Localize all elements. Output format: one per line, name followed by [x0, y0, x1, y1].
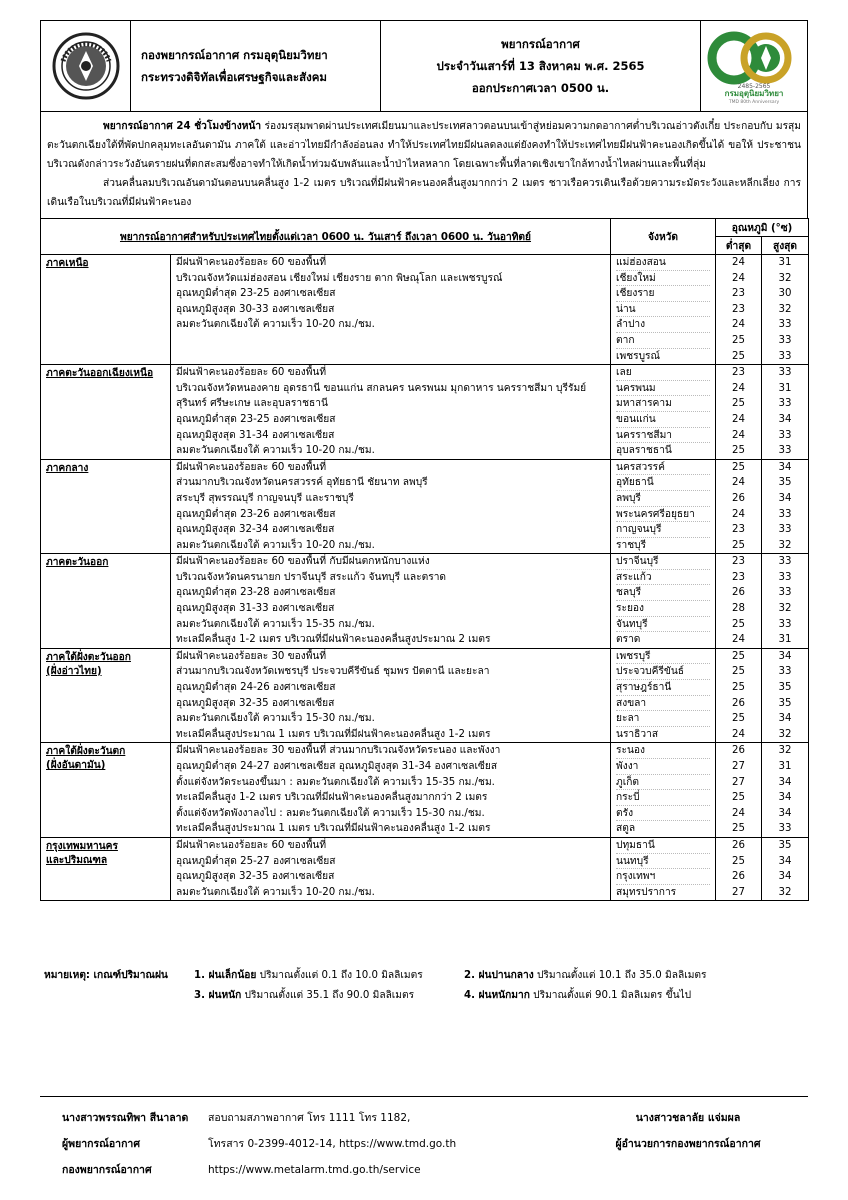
region-forecast-text [171, 648, 611, 743]
min-temp-value: 24 [732, 728, 745, 740]
anniv-years: 2485-2565 [737, 83, 771, 90]
forecast-line: อุณหภูมิสูงสุด 31-33 องศาเซลเซียส [176, 603, 335, 615]
max-temp-value: 34 [778, 650, 792, 662]
forecast-line: บริเวณจังหวัดหนองคาย อุดรธานี ขอนแก่น สกลนคร นครพนม มุกดาหาร นครราชสีมา บุรีรัมย์ [176, 382, 587, 394]
region-name: ภาคใต้ฝั่งตะวันออก (ฝั่งอ่าวไทย) [41, 648, 171, 743]
contact-fax-web[interactable]: โทรสาร 0-2399-4012-14, https://www.tmd.go.th [208, 1138, 457, 1150]
forecaster-dept: กองพยากรณ์อากาศ [62, 1164, 152, 1176]
forecast-line: มีฝนฟ้าคะนองร้อยละ 60 ของพื้นที่ [176, 367, 327, 379]
forecast-line: ทะเลมีคลื่นสูง 1-2 เมตร บริเวณที่มีฝนฟ้าคะนองคลื่นสูงมากกว่า 2 เมตร [176, 792, 488, 804]
province-name: ปทุมธานี [616, 838, 710, 854]
tmd-seal-logo [51, 31, 121, 101]
min-temp-value: 25 [732, 713, 745, 725]
max-temp-value: 33 [778, 524, 792, 536]
province-list [611, 255, 716, 365]
min-temp-value: 24 [732, 807, 745, 819]
forecast-line: มีฝนฟ้าคะนองร้อยละ 60 ของพื้นที่ กับมีฝนตกหนักบางแห่ง [176, 556, 430, 568]
forecast-line: ตั้งแต่จังหวัดระนองขึ้นมา : ลมตะวันตกเฉียงใต้ ความเร็ว 15-35 กม./ชม. [176, 776, 495, 788]
min-temp-value: 26 [732, 871, 745, 883]
min-temp-value: 23 [732, 524, 745, 536]
province-name: สุราษฎร์ธานี [616, 680, 710, 696]
min-temp-value: 25 [732, 398, 745, 410]
forecast-line: อุณหภูมิต่ำสุด 24-27 องศาเซลเซียส อุณหภูมิสูงสุด 31-34 องศาเซลเซียส [176, 761, 498, 772]
forecast-line: ลมตะวันตกเฉียงใต้ ความเร็ว 10-20 กม./ชม. [176, 886, 375, 898]
max-temp-value: 32 [778, 745, 792, 757]
province-name: แม่ฮ่องสอน [616, 255, 710, 271]
max-temp-value: 33 [778, 666, 792, 678]
max-temp-value: 34 [778, 713, 792, 725]
max-temp-value: 34 [778, 776, 792, 788]
forecast-line: มีฝนฟ้าคะนองร้อยละ 60 ของพื้นที่ [176, 257, 327, 268]
synoptic-text-1b: มรสุมตะวันตกเฉียงใต้ที่พัดปกคลุมทะเลอันดามัน ภาคใต้ และอ่าวไทยมีกำลังอ่อนลง ทำให้ประเทศไทยมีฝนลดลงแต่ยังคงทำให้ประเทศไทยมีฝนฟ้าคะนองเกิดขึ้นได้ ขอให้ [47, 121, 801, 151]
max-temp-value: 33 [778, 445, 792, 457]
province-name: ตรัง [616, 806, 710, 822]
province-list [611, 743, 716, 838]
province-name: ระยอง [616, 601, 710, 617]
synoptic-paragraph-1 [47, 117, 801, 174]
province-name: ยะลา [616, 711, 710, 727]
region-forecast-text [171, 837, 611, 900]
max-temp-list [762, 365, 809, 460]
max-temp-value: 33 [778, 398, 792, 410]
min-temp-value: 27 [732, 776, 745, 788]
province-list [611, 648, 716, 743]
max-temp-value: 32 [778, 303, 792, 315]
max-temp-value: 35 [778, 839, 792, 851]
max-temp-value: 33 [778, 587, 792, 599]
synoptic-text-2a: ส่วนคลื่นลมบริเวณอันดามันตอนบนคลื่นสูง 1-2 เมตร บริเวณที่มีฝนฟ้าคะนองคลื่นสูงมากกว่า 2 เมตร ชาวเรือควรเดินเรือด้วยความระมัดระวังและหลีกเลี่ยง [103, 178, 780, 189]
province-name: เพชรบูรณ์ [616, 350, 660, 362]
contact-service-link[interactable]: https://www.metalarm.tmd.go.th/service [208, 1164, 421, 1176]
header-forecast-period: พยากรณ์อากาศสำหรับประเทศไทยตั้งแต่เวลา 0600 น. วันเสาร์ ถึงเวลา 0600 น. วันอาทิตย์ [41, 219, 611, 255]
header-max-temp: สูงสุด [762, 237, 809, 255]
forecaster-block [40, 1105, 208, 1183]
min-temp-value: 23 [732, 571, 745, 583]
min-temp-value: 25 [732, 350, 745, 362]
min-temp-list [716, 255, 762, 365]
province-list [611, 554, 716, 649]
max-temp-value: 31 [778, 257, 792, 268]
max-temp-value: 33 [778, 571, 792, 583]
region-forecast-text [171, 743, 611, 838]
forecast-line: ตั้งแต่จังหวัดพังงาลงไป : ลมตะวันตกเฉียงใต้ ความเร็ว 15-30 กม./ชม. [176, 807, 485, 819]
anniversary-logo-cell [701, 21, 807, 111]
province-name: ภูเก็ต [616, 775, 710, 791]
region-forecast-text [171, 459, 611, 554]
forecast-line: ส่วนมากบริเวณจังหวัดนครสวรรค์ อุทัยธานี ชัยนาท ลพบุรี [176, 477, 428, 489]
synoptic-text-1a: ร่องมรสุมพาดผ่านประเทศเมียนมาและประเทศลาวตอนบนเข้าสู่หย่อมความกดอากาศต่ำบริเวณอ่าวตังเกี๋ย ประกอบกับ [264, 121, 773, 132]
region-row [41, 255, 809, 365]
min-temp-value: 24 [732, 272, 745, 284]
forecast-line: สุรินทร์ ศรีษะเกษ และอุบลราชธานี [176, 398, 328, 410]
min-temp-value: 25 [732, 618, 745, 630]
province-name: ตาก [616, 333, 710, 349]
max-temp-value: 34 [778, 855, 792, 867]
max-temp-list [762, 459, 809, 554]
forecaster-role: ผู้พยากรณ์อากาศ [62, 1138, 140, 1150]
province-list [611, 459, 716, 554]
min-temp-value: 24 [732, 319, 745, 331]
province-name: สมุทรปราการ [616, 886, 677, 898]
max-temp-value: 32 [778, 886, 792, 898]
forecaster-name: นางสาวพรรณทิพา สีนาลาด [62, 1112, 189, 1124]
max-temp-value: 32 [778, 728, 792, 740]
forecast-line: อุณหภูมิต่ำสุด 23-25 องศาเซลเซียส [176, 288, 336, 300]
min-temp-value: 27 [732, 761, 745, 772]
forecast-line: ลมตะวันตกเฉียงใต้ ความเร็ว 10-20 กม./ชม. [176, 445, 375, 457]
province-name: ชลบุรี [616, 585, 710, 601]
province-name: อุทัยธานี [616, 475, 710, 491]
tmd-seal-cell [41, 21, 131, 111]
max-temp-value: 32 [778, 539, 792, 551]
min-temp-value: 25 [732, 823, 745, 835]
min-temp-value: 25 [732, 855, 745, 867]
min-temp-value: 26 [732, 839, 745, 851]
min-temp-value: 25 [732, 461, 745, 473]
max-temp-value: 33 [778, 508, 792, 520]
anniv-sub: TMD 80th Anniversary [728, 100, 780, 104]
max-temp-list [762, 743, 809, 838]
max-temp-value: 33 [778, 350, 792, 362]
region-forecast-text [171, 554, 611, 649]
max-temp-value: 33 [778, 367, 792, 379]
forecast-line: ทะเลมีคลื่นสูงประมาณ 1 เมตร บริเวณที่มีฝนฟ้าคะนองคลื่นสูง 1-2 เมตร [176, 728, 491, 740]
max-temp-value: 33 [778, 618, 792, 630]
province-name: สตูล [616, 823, 636, 835]
province-name: พระนครศรีอยุธยา [616, 507, 710, 523]
min-temp-value: 26 [732, 697, 745, 709]
forecast-line: สระบุรี สุพรรณบุรี กาญจนบุรี และราชบุรี [176, 492, 354, 504]
forecast-line: มีฝนฟ้าคะนองร้อยละ 30 ของพื้นที่ [176, 650, 327, 662]
max-temp-value: 31 [778, 761, 792, 772]
province-name: นราธิวาส [616, 728, 659, 740]
province-name: ตราด [616, 634, 641, 646]
min-temp-value: 27 [732, 886, 745, 898]
province-name: น่าน [616, 302, 710, 318]
province-name: นนทบุรี [616, 854, 710, 870]
forecast-line: อุณหภูมิต่ำสุด 24-26 องศาเซลเซียส [176, 682, 336, 694]
max-temp-value: 32 [778, 272, 792, 284]
max-temp-list [762, 255, 809, 365]
min-temp-value: 25 [732, 682, 745, 694]
forecast-line: อุณหภูมิสูงสุด 30-33 องศาเซลเซียส [176, 303, 335, 315]
forecast-table-body [41, 255, 809, 901]
province-name: เพชรบุรี [616, 649, 710, 665]
min-temp-list [716, 554, 762, 649]
max-temp-value: 34 [778, 792, 792, 804]
min-temp-value: 25 [732, 539, 745, 551]
province-name: ลพบุรี [616, 491, 710, 507]
note-item-3: 3. ฝนหนัก ปริมาณตั้งแต่ 35.1 ถึง 90.0 มิลลิเมตร [194, 990, 415, 1001]
min-temp-list [716, 365, 762, 460]
max-temp-value: 33 [778, 823, 792, 835]
synoptic-text-1c: ประชาชนบริเวณดังกล่าวระวังอันตรายฝนที่ตกสะสมซึ่งอาจทำให้เกิดน้ำท่วมฉับพลันและน้ำป่าไหลหลาก โดยเฉพาะพื้นที่ลาดเชิงเขาใกล้ทางน้ำไหลผ่านและพื้นที่ลุ่ม [47, 140, 801, 170]
province-name: ราชบุรี [616, 539, 647, 551]
min-temp-value: 25 [732, 792, 745, 804]
province-name: เชียงราย [616, 286, 710, 302]
forecast-line: ลมตะวันตกเฉียงใต้ ความเร็ว 10-20 กม./ชม. [176, 539, 375, 551]
province-name: จันทบุรี [616, 617, 710, 633]
synoptic-paragraph-2 [47, 174, 801, 212]
min-temp-value: 23 [732, 556, 745, 568]
province-name: ขอนแก่น [616, 412, 710, 428]
forecast-line: มีฝนฟ้าคะนองร้อยละ 60 ของพื้นที่ [176, 461, 327, 473]
region-row [41, 554, 809, 649]
province-name: ลำปาง [616, 317, 710, 333]
forecast-line: อุณหภูมิสูงสุด 32-35 องศาเซลเซียส [176, 697, 335, 709]
min-temp-value: 25 [732, 666, 745, 678]
province-name: เชียงใหม่ [616, 271, 710, 287]
region-name: ภาคใต้ฝั่งตะวันตก (ฝั่งอันดามัน) [41, 743, 171, 838]
min-temp-value: 23 [732, 303, 745, 315]
forecast-line: อุณหภูมิต่ำสุด 23-28 องศาเซลเซียส [176, 587, 336, 599]
province-name: เลย [616, 365, 710, 381]
document-title: พยากรณ์อากาศ [501, 37, 580, 51]
synoptic-summary [40, 112, 808, 218]
contact-block [208, 1105, 568, 1183]
forecast-line: อุณหภูมิสูงสุด 32-35 องศาเซลเซียส [176, 871, 335, 883]
region-name: กรุงเทพมหานคร และปริมณฑล [41, 837, 171, 900]
forecast-line: อุณหภูมิสูงสุด 31-34 องศาเซลเซียส [176, 429, 335, 441]
region-name: ภาคตะวันออกเฉียงเหนือ [41, 365, 171, 460]
max-temp-value: 34 [778, 807, 792, 819]
max-temp-list [762, 554, 809, 649]
min-temp-value: 23 [732, 288, 745, 300]
synoptic-text-2b: การเดินเรือในบริเวณที่มีฝนฟ้าคะนอง [47, 178, 801, 208]
min-temp-value: 23 [732, 367, 745, 379]
max-temp-value: 34 [778, 461, 792, 473]
max-temp-value: 35 [778, 682, 792, 694]
region-row [41, 648, 809, 743]
region-name: ภาคเหนือ [41, 255, 171, 365]
director-role: ผู้อำนวยการกองพยากรณ์อากาศ [615, 1138, 761, 1150]
min-temp-list [716, 743, 762, 838]
forecast-line: ลมตะวันตกเฉียงใต้ ความเร็ว 10-20 กม./ชม. [176, 319, 375, 331]
min-temp-list [716, 648, 762, 743]
max-temp-value: 31 [778, 634, 792, 646]
rain-criteria-notes [44, 966, 804, 1006]
forecast-line: ลมตะวันตกเฉียงใต้ ความเร็ว 15-35 กม./ชม. [176, 618, 375, 630]
province-name: อุบลราชธานี [616, 445, 672, 457]
region-name: ภาคตะวันออก [41, 554, 171, 649]
min-temp-value: 24 [732, 413, 745, 425]
title-block [381, 21, 701, 111]
max-temp-value: 33 [778, 334, 792, 346]
max-temp-value: 34 [778, 492, 792, 504]
forecast-line: บริเวณจังหวัดนครนายก ปราจีนบุรี สระแก้ว จันทบุรี และตราด [176, 571, 447, 583]
max-temp-list [762, 648, 809, 743]
anniv-name: กรมอุตุนิยมวิทยา [724, 89, 784, 98]
agency-line-1: กองพยากรณ์อากาศ กรมอุตุนิยมวิทยา [141, 48, 328, 62]
province-name: กาญจนบุรี [616, 522, 710, 538]
province-name: นครสวรรค์ [616, 460, 710, 476]
province-list [611, 837, 716, 900]
region-forecast-text [171, 365, 611, 460]
director-block [568, 1105, 808, 1183]
min-temp-value: 26 [732, 492, 745, 504]
province-name: กระบี่ [616, 790, 710, 806]
header-min-temp: ต่ำสุด [716, 237, 762, 255]
max-temp-value: 31 [778, 382, 792, 394]
table-header-row [41, 219, 809, 237]
document-header [40, 20, 808, 112]
forecast-line: อุณหภูมิสูงสุด 32-34 องศาเซลเซียส [176, 524, 335, 536]
max-temp-value: 32 [778, 603, 792, 615]
max-temp-value: 35 [778, 697, 792, 709]
min-temp-value: 25 [732, 334, 745, 346]
max-temp-value: 33 [778, 429, 792, 441]
min-temp-list [716, 837, 762, 900]
forecast-line: บริเวณจังหวัดแม่ฮ่องสอน เชียงใหม่ เชียงราย ตาก พิษณุโลก และเพชรบูรณ์ [176, 272, 503, 284]
notes-lead: หมายเหตุ: เกณฑ์ปริมาณฝน [44, 970, 168, 981]
document-footer [40, 1096, 808, 1183]
province-name: ปราจีนบุรี [616, 554, 710, 570]
header-province: จังหวัด [611, 219, 716, 255]
province-name: นครราชสีมา [616, 428, 710, 444]
notes-row-2 [44, 986, 804, 1006]
region-row [41, 459, 809, 554]
province-name: สระแก้ว [616, 570, 710, 586]
province-list [611, 365, 716, 460]
director-name: นางสาวชลาลัย แจ่มผล [635, 1112, 741, 1124]
forecast-line: อุณหภูมิต่ำสุด 25-27 องศาเซลเซียส [176, 855, 336, 867]
region-row [41, 743, 809, 838]
province-name: ระนอง [616, 743, 710, 759]
notes-row-1 [44, 966, 804, 986]
agency-line-2: กระทรวงดิจิทัลเพื่อเศรษฐกิจและสังคม [141, 70, 327, 84]
max-temp-value: 34 [778, 871, 792, 883]
forecast-table [40, 218, 809, 901]
province-name: กรุงเทพฯ [616, 869, 710, 885]
province-name: สงขลา [616, 696, 710, 712]
forecast-line: อุณหภูมิต่ำสุด 23-26 องศาเซลเซียส [176, 508, 336, 520]
min-temp-value: 24 [732, 382, 745, 394]
max-temp-value: 33 [778, 556, 792, 568]
region-row [41, 365, 809, 460]
contact-phone: สอบถามสภาพอากาศ โทร 1111 โทร 1182, [208, 1112, 411, 1124]
province-name: ประจวบคีรีขันธ์ [616, 664, 710, 680]
header-temperature: อุณหภูมิ (°ซ) [716, 219, 809, 237]
min-temp-value: 26 [732, 745, 745, 757]
forecast-line: มีฝนฟ้าคะนองร้อยละ 30 ของพื้นที่ ส่วนมากบริเวณจังหวัดระนอง และพังงา [176, 745, 501, 757]
forecast-line: ส่วนมากบริเวณจังหวัดเพชรบุรี ประจวบคีรีขันธ์ ชุมพร ปัตตานี และยะลา [176, 666, 490, 678]
forecast-line: มีฝนฟ้าคะนองร้อยละ 60 ของพื้นที่ [176, 839, 327, 851]
forecast-line: ลมตะวันตกเฉียงใต้ ความเร็ว 15-30 กม./ชม. [176, 713, 375, 725]
max-temp-value: 35 [778, 477, 792, 489]
province-name: มหาสารคาม [616, 396, 710, 412]
max-temp-value: 33 [778, 319, 792, 331]
min-temp-list [716, 459, 762, 554]
document-issue-time: ออกประกาศเวลา 0500 น. [471, 81, 610, 95]
max-temp-value: 30 [778, 288, 792, 300]
min-temp-value: 26 [732, 587, 745, 599]
province-name: นครพนม [616, 381, 710, 397]
region-forecast-text [171, 255, 611, 365]
synoptic-lead: พยากรณ์อากาศ 24 ชั่วโมงข้างหน้า [103, 121, 262, 132]
min-temp-value: 24 [732, 634, 745, 646]
min-temp-value: 28 [732, 603, 745, 615]
note-item-4: 4. ฝนหนักมาก ปริมาณตั้งแต่ 90.1 มิลลิเมตร ขึ้นไป [464, 990, 692, 1001]
min-temp-value: 24 [732, 477, 745, 489]
max-temp-list [762, 837, 809, 900]
tmd-80th-anniversary-logo [704, 28, 804, 104]
max-temp-value: 34 [778, 413, 792, 425]
min-temp-value: 24 [732, 257, 745, 268]
agency-block [131, 21, 381, 111]
note-item-2: 2. ฝนปานกลาง ปริมาณตั้งแต่ 10.1 ถึง 35.0 มิลลิเมตร [464, 970, 707, 981]
document-date: ประจำวันเสาร์ที่ 13 สิงหาคม พ.ศ. 2565 [436, 59, 645, 73]
region-row [41, 837, 809, 900]
forecast-line: ทะเลมีคลื่นสูงประมาณ 1 เมตร บริเวณที่มีฝนฟ้าคะนองคลื่นสูง 1-2 เมตร [176, 823, 491, 835]
min-temp-value: 24 [732, 508, 745, 520]
province-name: พังงา [616, 759, 710, 775]
region-name: ภาคกลาง [41, 459, 171, 554]
min-temp-value: 25 [732, 445, 745, 457]
min-temp-value: 25 [732, 650, 745, 662]
forecast-line: ทะเลมีคลื่นสูง 1-2 เมตร บริเวณที่มีฝนฟ้าคะนองคลื่นสูงประมาณ 2 เมตร [176, 634, 491, 646]
min-temp-value: 24 [732, 429, 745, 441]
forecast-line: อุณหภูมิต่ำสุด 23-25 องศาเซลเซียส [176, 413, 336, 425]
note-item-1: 1. ฝนเล็กน้อย ปริมาณตั้งแต่ 0.1 ถึง 10.0 มิลลิเมตร [194, 970, 423, 981]
